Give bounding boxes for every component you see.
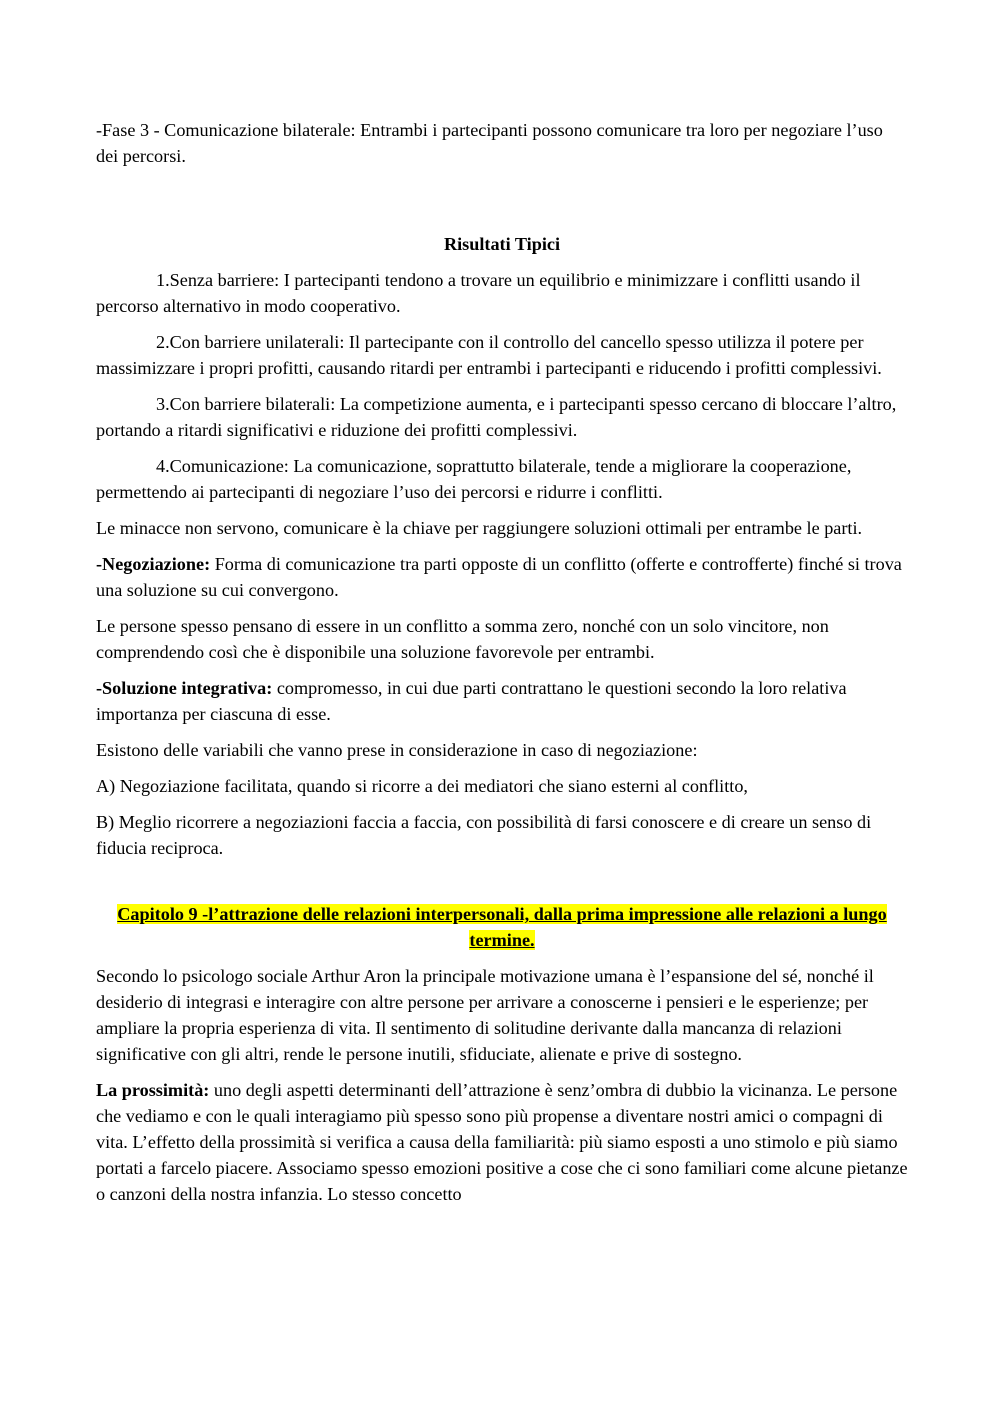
integrative-paragraph — [96, 675, 908, 727]
proximity-text: uno degli aspetti determinanti dell’attrazione è senz’ombra di dubbio la vicinanza. Le persone che vediamo e con le quali interagiamo più spesso sono più propense a diventare nostri amici o compagni di vita. L’effetto della prossimità si verifica a causa della familiarità: più siamo esposti a uno stimolo e più siamo portati a farcelo piacere. Associamo spesso emozioni positive a cose che ci sono familiari come alcune pietanze o canzoni della nostra infanzia. Lo stesso concetto — [96, 1080, 908, 1204]
aron-paragraph: Secondo lo psicologo sociale Arthur Aron la principale motivazione umana è l’espansione del sé, nonché il desiderio di integrasi e interagire con altre persone per arrivare a conoscerne i pensieri e le esperienze; per ampliare la propria esperienza di vita. Il sentimento di solitudine derivante dalla mancanza di relazioni significative con gli altri, rende le persone inutili, sfiduciate, alienate e prive di sostegno. — [96, 966, 874, 1064]
variables-intro: Esistono delle variabili che vanno prese in considerazione in caso di negoziazione: — [96, 740, 698, 760]
proximity-paragraph — [96, 1077, 908, 1207]
result-item-2: 2.Con barriere unilaterali: Il partecipante con il controllo del cancello spesso utilizza il potere per massimizzare i propri profitti, causando ritardi per entrambi i partecipanti e riducendo i profitti complessivi. — [96, 332, 882, 378]
threats-paragraph: Le minacce non servono, comunicare è la chiave per raggiungere soluzioni ottimali per entrambe le parti. — [96, 518, 863, 538]
integrative-term: -Soluzione integrativa: — [96, 678, 273, 698]
results-heading: Risultati Tipici — [443, 234, 561, 254]
negotiation-term: -Negoziazione: — [96, 554, 211, 574]
document-page — [96, 117, 908, 1217]
integrative-definition: compromesso, in cui due parti contrattano le questioni secondo la loro relativa importanza per ciascuna di esse. — [96, 678, 847, 724]
chapter-title-text: Capitolo 9 -l’attrazione delle relazioni interpersonali, dalla prima impressione alle relazioni a lungo termine. — [117, 904, 887, 950]
variable-a: A) Negoziazione facilitata, quando si ricorre a dei mediatori che siano esterni al conflitto, — [96, 776, 748, 796]
fase3-paragraph: -Fase 3 - Comunicazione bilaterale: Entrambi i partecipanti possono comunicare tra loro per negoziare l’uso dei percorsi. — [96, 120, 883, 166]
zero-sum-paragraph: Le persone spesso pensano di essere in un conflitto a somma zero, nonché con un solo vincitore, non comprendendo così che è disponibile una soluzione favorevole per entrambi. — [96, 616, 829, 662]
proximity-term: La prossimità: — [96, 1080, 210, 1100]
result-item-1: 1.Senza barriere: I partecipanti tendono a trovare un equilibrio e minimizzare i conflitti usando il percorso alternativo in modo cooperativo. — [96, 270, 861, 316]
result-item-3: 3.Con barriere bilaterali: La competizione aumenta, e i partecipanti spesso cercano di bloccare l’altro, portando a ritardi significativi e riduzione dei profitti complessivi. — [96, 394, 897, 440]
negotiation-paragraph — [96, 551, 908, 603]
chapter-title — [96, 901, 908, 953]
result-item-4: 4.Comunicazione: La comunicazione, soprattutto bilaterale, tende a migliorare la cooperazione, permettendo ai partecipanti di negoziare l’uso dei percorsi e ridurre i conflitti. — [96, 456, 852, 502]
negotiation-definition: Forma di comunicazione tra parti opposte di un conflitto (offerte e controfferte) finché si trova una soluzione su cui convergono. — [96, 554, 902, 600]
variable-b: B) Meglio ricorrere a negoziazioni faccia a faccia, con possibilità di farsi conoscere e di creare un senso di fiducia reciproca. — [96, 812, 872, 858]
